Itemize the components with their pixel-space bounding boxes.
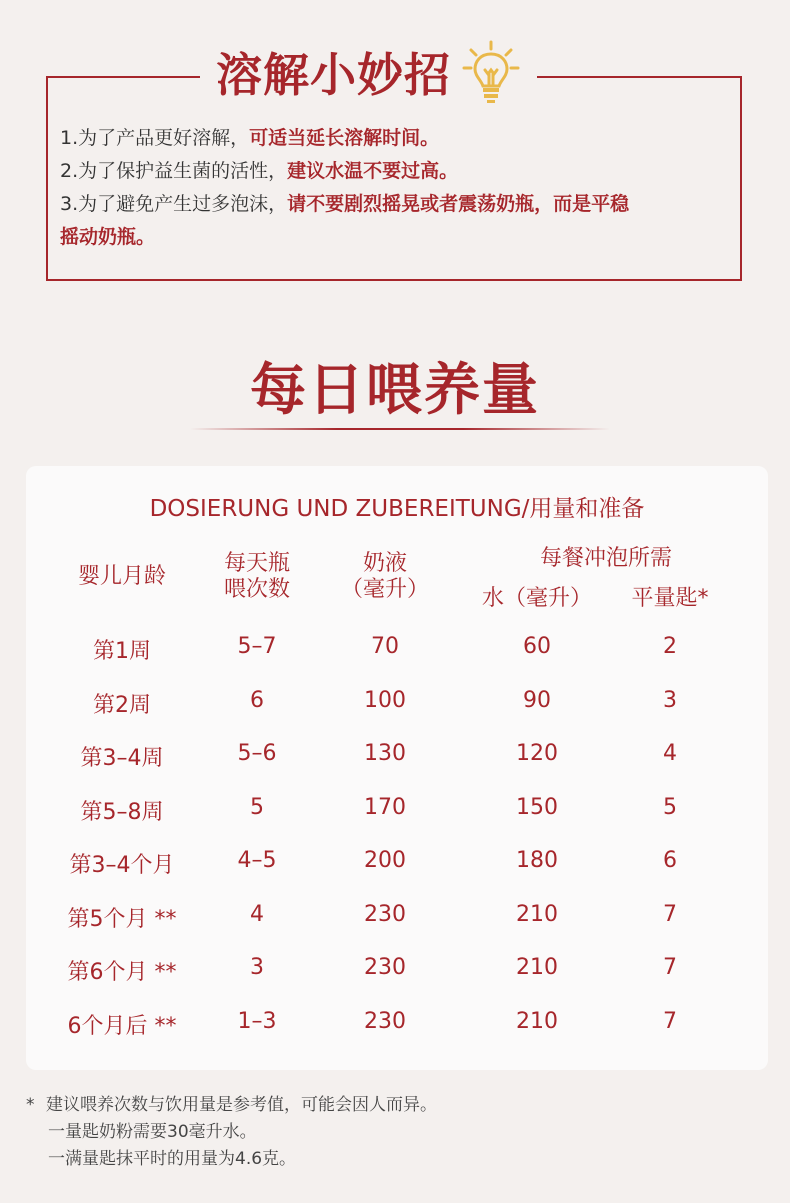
tips-header — [200, 32, 537, 112]
cell-milk: 230 — [364, 955, 406, 980]
footnote-marker: * — [26, 1095, 35, 1115]
cell-milk: 230 — [364, 1008, 406, 1034]
cell-spoons: 7 — [663, 901, 677, 927]
tip-line-2: 2.为了保护益生菌的活性，建议水温不要过高。 — [60, 160, 459, 182]
cell-spoons: 5 — [663, 794, 677, 820]
dosage-table — [26, 466, 768, 1070]
cell-bottles: 5 — [250, 794, 264, 820]
tip-line-3-cont: 摇动奶瓶。 — [60, 226, 156, 248]
section-divider — [190, 428, 610, 430]
cell-water: 90 — [523, 687, 551, 713]
header-water: 水（毫升） — [481, 586, 593, 611]
cell-age: 第5–8周 — [80, 799, 164, 825]
cell-bottles: 4–5 — [237, 848, 277, 873]
cell-milk: 70 — [371, 634, 399, 659]
cell-spoons: 7 — [663, 955, 677, 980]
tips-list — [60, 122, 740, 254]
cell-milk: 130 — [364, 741, 406, 766]
header-per-meal: 每餐冲泡所需 — [539, 546, 673, 571]
cell-milk: 230 — [364, 901, 406, 927]
cell-water: 210 — [516, 955, 558, 980]
header-spoons: 平量匙* — [631, 586, 709, 611]
cell-water: 120 — [516, 741, 558, 766]
footnote-line-2: 一量匙奶粉需要30毫升水。 — [48, 1122, 257, 1142]
cell-bottles: 1–3 — [237, 1008, 277, 1034]
cell-age: 第6个月 ** — [67, 960, 177, 985]
tip-line-3: 3.为了避免产生过多泡沫，请不要剧烈摇晃或者震荡奶瓶，而是平稳 — [60, 193, 630, 215]
cell-spoons: 4 — [663, 741, 677, 766]
footnote — [26, 1092, 766, 1173]
cell-milk: 200 — [364, 848, 406, 873]
tip-line-1: 1.为了产品更好溶解，可适当延长溶解时间。 — [60, 127, 440, 149]
cell-milk: 170 — [364, 794, 406, 820]
cell-bottles: 6 — [250, 687, 264, 713]
cell-spoons: 3 — [663, 687, 677, 713]
header-bottles: 每天瓶 喂次数 — [223, 551, 291, 602]
cell-water: 60 — [523, 634, 551, 659]
cell-bottles: 5–6 — [237, 741, 277, 766]
cell-spoons: 6 — [663, 848, 677, 873]
tips-title: 溶解小妙招 — [216, 48, 451, 102]
cell-age: 6个月后 ** — [67, 1013, 177, 1039]
cell-bottles: 5–7 — [237, 634, 277, 659]
cell-water: 180 — [516, 848, 558, 873]
table-heading: DOSIERUNG UND ZUBEREITUNG/用量和准备 — [149, 496, 645, 522]
cell-milk: 100 — [364, 687, 406, 713]
cell-bottles: 3 — [250, 955, 264, 980]
cell-age: 第3–4个月 — [69, 853, 175, 878]
header-age: 婴儿月龄 — [77, 564, 167, 589]
section-title: 每日喂养量 — [250, 358, 540, 423]
cell-water: 210 — [516, 901, 558, 927]
cell-water: 150 — [516, 794, 558, 820]
footnote-line-1: 建议喂养次数与饮用量是参考值，可能会因人而异。 — [46, 1095, 437, 1115]
cell-age: 第1周 — [93, 639, 151, 664]
cell-age: 第5个月 ** — [67, 906, 177, 932]
cell-bottles: 4 — [250, 901, 264, 927]
cell-spoons: 7 — [663, 1008, 677, 1034]
cell-spoons: 2 — [663, 634, 677, 659]
cell-age: 第3–4周 — [80, 746, 164, 771]
header-milk: 奶液 （毫升） — [340, 551, 430, 602]
cell-water: 210 — [516, 1008, 558, 1034]
lightbulb-icon — [461, 40, 521, 104]
footnote-line-3: 一满量匙抹平时的用量为4.6克。 — [48, 1149, 297, 1169]
cell-age: 第2周 — [93, 692, 151, 718]
